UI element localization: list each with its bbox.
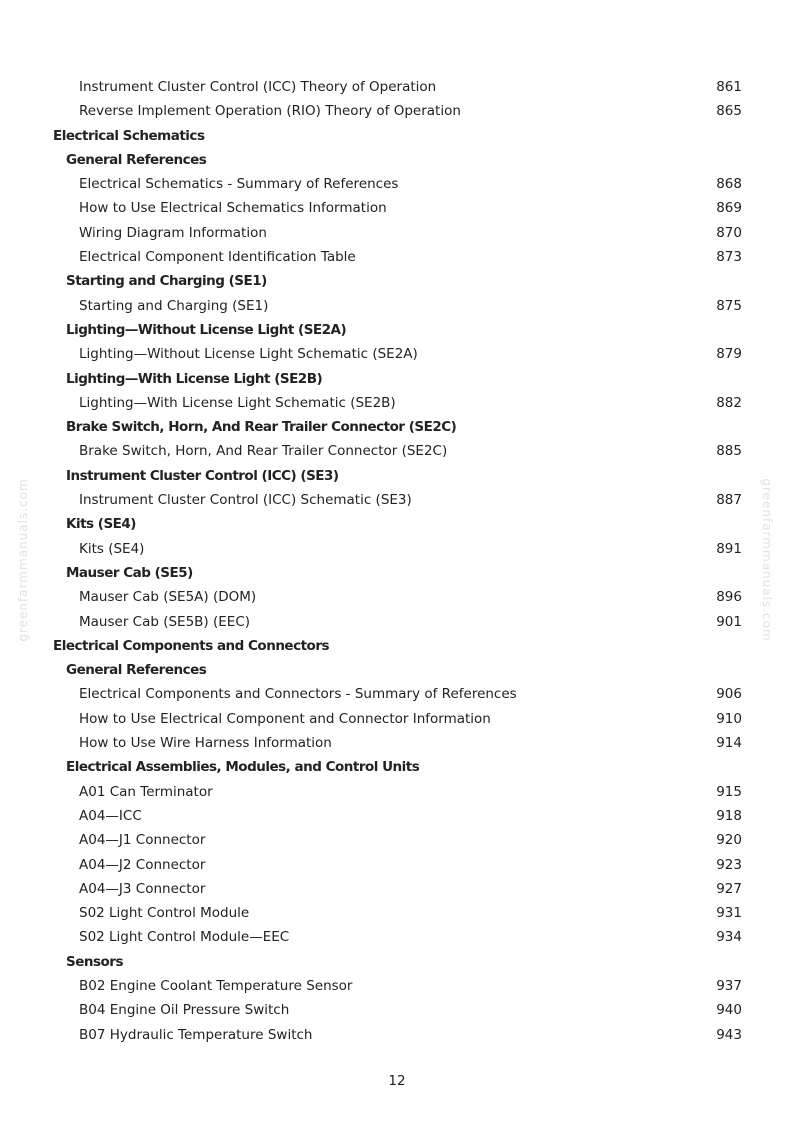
- toc-entry-page: 940: [716, 1002, 742, 1019]
- toc-entry-label: How to Use Electrical Schematics Information: [79, 200, 387, 217]
- toc-entry-page: 920: [716, 832, 742, 849]
- toc-entry-label: S02 Light Control Module: [79, 905, 250, 922]
- toc-entry-label: A01 Can Terminator: [79, 783, 213, 800]
- toc-entry-label: Kits (SE4): [79, 540, 145, 557]
- toc-entry-label: Electrical Components and Connectors - Summary of References: [79, 686, 517, 703]
- toc-entry-page: 910: [716, 710, 742, 727]
- toc-entry-label: Mauser Cab (SE5): [66, 564, 193, 581]
- toc-entry[interactable]: [0, 925, 794, 949]
- toc-entry[interactable]: [0, 828, 794, 852]
- toc-section-heading: [0, 124, 794, 148]
- toc-entry[interactable]: [0, 221, 794, 245]
- toc-entry-label: Starting and Charging (SE1): [66, 273, 267, 290]
- toc-entry-label: A04—J1 Connector: [79, 832, 206, 849]
- toc-entry[interactable]: [0, 172, 794, 196]
- toc-entry[interactable]: [0, 342, 794, 366]
- toc-entry-page: 879: [716, 346, 742, 363]
- toc-entry-page: 873: [716, 249, 742, 266]
- toc-entry-page: 914: [716, 735, 742, 752]
- toc-entry-label: Reverse Implement Operation (RIO) Theory of Operation: [79, 103, 461, 120]
- toc-entry-label: Lighting—With License Light Schematic (SE2B): [79, 394, 396, 411]
- toc-entry[interactable]: [0, 804, 794, 828]
- toc-entry-label: How to Use Electrical Component and Connector Information: [79, 710, 491, 727]
- toc-entry-page: 915: [716, 783, 742, 800]
- toc-entry-label: Lighting—With License Light (SE2B): [66, 370, 323, 387]
- toc-entry[interactable]: [0, 439, 794, 463]
- toc-subsection-heading: [0, 148, 794, 172]
- toc-entry-page: 934: [716, 929, 742, 946]
- toc-entry-page: 906: [716, 686, 742, 703]
- toc-subsection-heading: [0, 318, 794, 342]
- toc-entry-page: 869: [716, 200, 742, 217]
- toc-entry-label: Electrical Schematics - Summary of References: [79, 176, 399, 193]
- toc-entry[interactable]: [0, 196, 794, 220]
- toc-subsection-heading: [0, 415, 794, 439]
- toc-entry-page: 868: [716, 176, 742, 193]
- toc-entry-label: Electrical Components and Connectors: [53, 637, 330, 654]
- toc-entry[interactable]: [0, 974, 794, 998]
- toc-entry-page: 896: [716, 589, 742, 606]
- toc-entry-label: A04—ICC: [79, 807, 142, 824]
- toc-entry-label: A04—J3 Connector: [79, 880, 206, 897]
- toc-entry[interactable]: [0, 245, 794, 269]
- toc-entry-label: Mauser Cab (SE5B) (EEC): [79, 613, 251, 630]
- toc-entry[interactable]: [0, 853, 794, 877]
- toc-entry[interactable]: [0, 998, 794, 1022]
- toc-entry-label: Electrical Component Identification Table: [79, 249, 356, 266]
- toc-entry-page: 927: [716, 880, 742, 897]
- toc-entry-page: 901: [716, 613, 742, 630]
- toc-entry[interactable]: [0, 585, 794, 609]
- toc-entry-label: Lighting—Without License Light Schematic (SE2A): [79, 346, 418, 363]
- toc-entry-label: B07 Hydraulic Temperature Switch: [79, 1026, 313, 1043]
- toc-entry-page: 885: [716, 443, 742, 460]
- toc-entry-label: Instrument Cluster Control (ICC) Schematic (SE3): [79, 492, 412, 509]
- toc-entry[interactable]: [0, 75, 794, 99]
- toc-subsection-heading: [0, 950, 794, 974]
- toc-entry-label: Electrical Assemblies, Modules, and Control Units: [66, 759, 420, 776]
- toc-entry-label: Lighting—Without License Light (SE2A): [66, 321, 347, 338]
- toc-entry-page: 918: [716, 807, 742, 824]
- toc-entry[interactable]: [0, 1023, 794, 1047]
- toc-subsection-heading: [0, 367, 794, 391]
- toc-entry[interactable]: [0, 610, 794, 634]
- toc-entry-label: General References: [66, 662, 207, 679]
- toc-entry-label: Electrical Schematics: [53, 127, 205, 144]
- toc-entry[interactable]: [0, 391, 794, 415]
- toc-entry-page: 937: [716, 977, 742, 994]
- toc-entry-label: Instrument Cluster Control (ICC) (SE3): [66, 467, 339, 484]
- toc-entry-page: 891: [716, 540, 742, 557]
- toc-entry-label: Mauser Cab (SE5A) (DOM): [79, 589, 257, 606]
- toc-entry-page: 870: [716, 224, 742, 241]
- toc-entry[interactable]: [0, 537, 794, 561]
- toc-entry-page: 861: [716, 79, 742, 95]
- watermark-left: greenfarmmanuals.com: [16, 478, 30, 642]
- toc-section-heading: [0, 634, 794, 658]
- toc-entry-label: S02 Light Control Module—EEC: [79, 929, 290, 946]
- toc-entry-page: 931: [716, 905, 742, 922]
- toc-entry-label: B04 Engine Oil Pressure Switch: [79, 1002, 290, 1019]
- table-of-contents: [0, 75, 794, 1047]
- toc-subsection-heading: [0, 755, 794, 779]
- toc-entry[interactable]: [0, 707, 794, 731]
- toc-entry-label: Instrument Cluster Control (ICC) Theory of Operation: [79, 79, 437, 95]
- toc-subsection-heading: [0, 561, 794, 585]
- toc-entry-label: How to Use Wire Harness Information: [79, 735, 332, 752]
- toc-entry-label: B02 Engine Coolant Temperature Sensor: [79, 977, 353, 994]
- toc-entry-label: Kits (SE4): [66, 516, 136, 533]
- toc-subsection-heading: [0, 269, 794, 293]
- toc-entry[interactable]: [0, 877, 794, 901]
- toc-entry-page: 923: [716, 856, 742, 873]
- toc-entry-label: General References: [66, 151, 207, 168]
- toc-entry[interactable]: [0, 901, 794, 925]
- toc-subsection-heading: [0, 658, 794, 682]
- toc-entry-page: 875: [716, 297, 742, 314]
- toc-subsection-heading: [0, 512, 794, 536]
- toc-entry[interactable]: [0, 99, 794, 123]
- toc-entry-label: Starting and Charging (SE1): [79, 297, 269, 314]
- watermark-right: greenfarmmanuals.com: [760, 478, 774, 642]
- toc-entry-page: 882: [716, 394, 742, 411]
- toc-entry-label: Brake Switch, Horn, And Rear Trailer Connector (SE2C): [66, 419, 457, 436]
- toc-entry-label: A04—J2 Connector: [79, 856, 206, 873]
- toc-entry[interactable]: [0, 731, 794, 755]
- page-number: 12: [388, 1073, 406, 1089]
- toc-entry-page: 943: [716, 1026, 742, 1043]
- toc-entry[interactable]: [0, 488, 794, 512]
- toc-entry-label: Sensors: [66, 953, 123, 970]
- toc-subsection-heading: [0, 464, 794, 488]
- toc-entry[interactable]: [0, 682, 794, 706]
- toc-entry[interactable]: [0, 780, 794, 804]
- toc-entry-label: Brake Switch, Horn, And Rear Trailer Connector (SE2C): [79, 443, 448, 460]
- toc-entry-page: 865: [716, 103, 742, 120]
- toc-entry-page: 887: [716, 492, 742, 509]
- toc-entry[interactable]: [0, 294, 794, 318]
- toc-entry-label: Wiring Diagram Information: [79, 224, 267, 241]
